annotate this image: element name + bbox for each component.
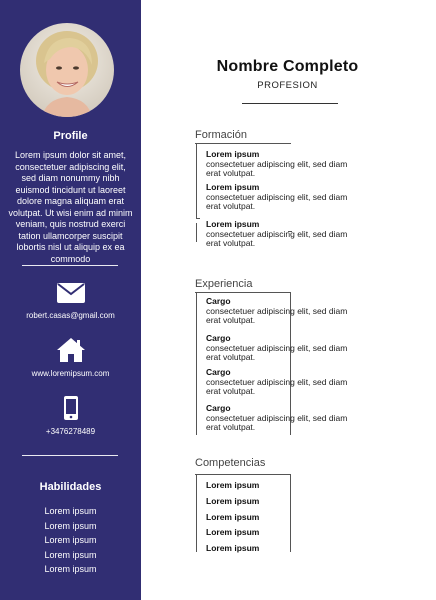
experience-heading: Experiencia	[195, 278, 253, 290]
entry-title: Cargo	[206, 333, 231, 343]
skills-list	[0, 504, 141, 577]
education-entry	[206, 150, 356, 179]
experience-entry	[206, 368, 356, 397]
competency-item: Lorem ipsum	[206, 543, 260, 553]
education-heading: Formación	[195, 129, 247, 141]
home-icon	[0, 337, 141, 363]
education-entry	[206, 220, 356, 249]
bracket-tick	[196, 218, 200, 219]
full-name: Nombre Completo	[216, 58, 359, 75]
envelope-icon	[0, 283, 141, 303]
skill-item: Lorem ipsum	[44, 520, 97, 531]
entry-text: consectetuer adipiscing elit, sed diam erat volutpat.	[206, 305, 348, 325]
section-bracket-right	[290, 475, 291, 552]
sidebar-divider	[22, 455, 118, 456]
entry-title: Cargo	[206, 403, 231, 413]
competency-item: Lorem ipsum	[206, 480, 260, 490]
entry-title: Cargo	[206, 296, 231, 306]
competency-item: Lorem ipsum	[206, 527, 260, 537]
section-bracket	[196, 223, 197, 242]
skills-heading: Habilidades	[39, 481, 102, 493]
competency-item: Lorem ipsum	[206, 496, 260, 506]
skill-item: Lorem ipsum	[44, 535, 97, 545]
avatar	[20, 23, 114, 117]
profession: PROFESION	[257, 80, 318, 91]
entry-text: consectetuer adipiscing elit, sed diam erat volutpat.	[206, 158, 348, 178]
email-text: robert.casas@gmail.com	[26, 311, 115, 320]
entry-text: consectetuer adipiscing elit, sed diam erat volutpat.	[206, 376, 348, 396]
entry-text: consectetuer adipiscing elit, sed diam erat volutpat.	[206, 342, 348, 362]
experience-entry	[206, 404, 356, 433]
section-rule	[195, 474, 291, 475]
name-divider	[242, 103, 338, 104]
experience-entry	[206, 334, 356, 363]
entry-text: consectetuer adipiscing elit, sed diam erat volutpat.	[206, 191, 348, 211]
section-rule	[195, 292, 291, 293]
phone-icon	[0, 396, 141, 420]
entry-title: Lorem ipsum	[206, 182, 260, 192]
entry-text: consectetuer adipiscing elit, sed diam erat volutpat.	[206, 412, 348, 432]
sidebar-divider	[22, 265, 118, 266]
education-entry	[206, 183, 356, 212]
phone-text: +3476278489	[45, 427, 96, 436]
skill-item: Lorem ipsum	[44, 549, 97, 560]
entry-text: consectetuer adipiscing elit, sed diam erat volutpat.	[206, 228, 348, 248]
experience-entry	[206, 297, 356, 326]
entry-title: Lorem ipsum	[206, 149, 260, 159]
profile-heading: Profile	[53, 130, 88, 142]
competency-item: Lorem ipsum	[206, 512, 260, 522]
entry-title: Cargo	[206, 367, 231, 377]
section-rule	[195, 143, 291, 144]
skill-item: Lorem ipsum	[44, 564, 97, 574]
sidebar	[0, 0, 141, 600]
section-bracket	[196, 293, 197, 435]
profile-photo	[20, 23, 114, 117]
skills-section-heading: Competencias	[195, 457, 266, 469]
profile-text: Lorem ipsum dolor sit amet, consectetuer adipiscing elit, sed diam nonummy nibh euismod tincidunt ut laoreet dolore magna aliquam erat volutpat. Ut wisi enim ad minim veniam, quis nostrud exerci tation ullamcorper suscipit lobortis nisl ut aliquip ex ea commodo	[8, 150, 133, 264]
skill-item: Lorem ipsum	[44, 506, 97, 516]
website-text: www.loremipsum.com	[31, 369, 110, 378]
section-bracket	[196, 475, 197, 552]
section-bracket	[196, 144, 197, 219]
entry-title: Lorem ipsum	[206, 219, 260, 229]
